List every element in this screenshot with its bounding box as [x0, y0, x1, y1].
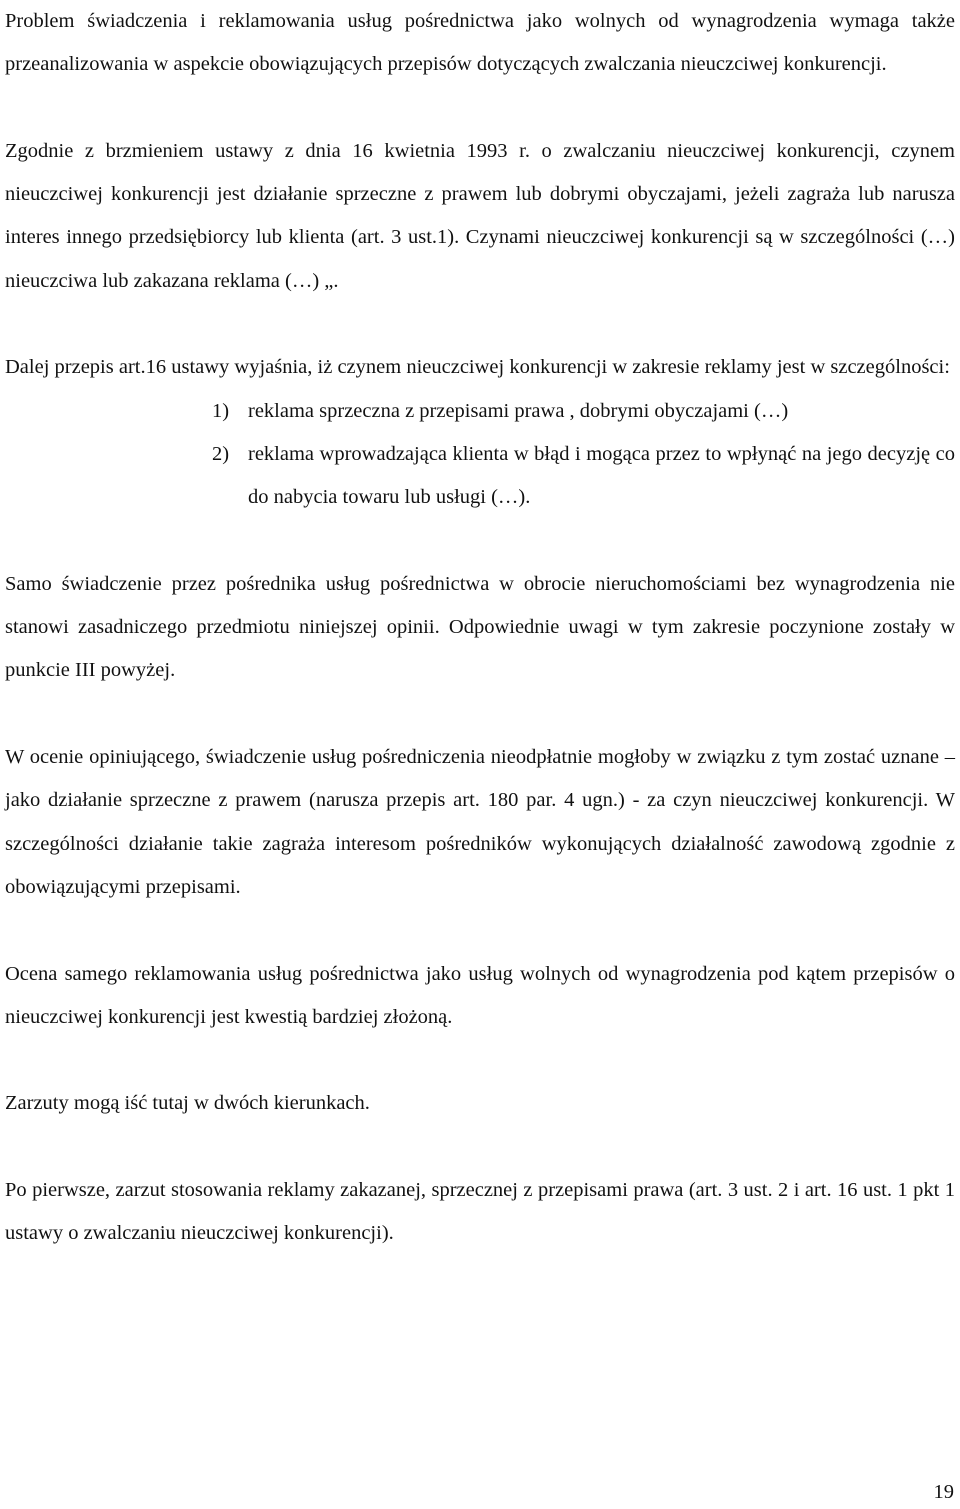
paragraph-directions: Zarzuty mogą iść tutaj w dwóch kierunkach.: [5, 1092, 370, 1115]
document-page: [5, 0, 955, 1256]
list-item-number: 2): [212, 442, 230, 465]
paragraph-statute-definition: Zgodnie z brzmieniem ustawy z dnia 16 kwietnia 1993 r. o zwalczaniu nieuczciwej konkurencji, czynem nieuczciwej konkurencji jest działanie sprzeczne z prawem lub dobrymi obyczajami, jeżeli zagraża lub narusza interes innego przedsiębiorcy lub klienta (art. 3 ust.1). Czynami nieuczciwej konkurencji są w szczególności (…) nieuczciwa lub zakazana reklama (…) „.: [5, 139, 955, 292]
paragraph-spacer: [5, 1039, 955, 1082]
paragraph-assessment: Ocena samego reklamowania usług pośrednictwa jako usług wolnych od wynagrodzenia pod kątem przepisów o nieuczciwej konkurencji jest kwestią bardziej złożoną.: [5, 962, 955, 1028]
paragraph-spacer: [5, 520, 955, 563]
paragraph-problem: Problem świadczenia i reklamowania usług pośrednictwa jako wolnych od wynagrodzenia wymaga także przeanalizowania w aspekcie obowiązujących przepisów dotyczących zwalczania nieuczciwej konkurencji.: [5, 10, 955, 76]
paragraph-free-services: Samo świadczenie przez pośrednika usług pośrednictwa w obrocie nieruchomościami bez wynagrodzenia nie stanowi zasadniczego przedmiotu niniejszej opinii. Odpowiednie uwagi w tym zakresie poczynione zostały w punkcie III powyżej.: [5, 572, 955, 682]
paragraph-opinion: W ocenie opiniującego, świadczenie usług pośredniczenia nieodpłatnie mogłoby w związku z tym zostać uznane – jako działanie sprzeczne z prawem (narusza przepis art. 180 par. 4 ugn.) - za czyn nieuczciwej konkurencji. W szczególności działanie takie zagraża interesom pośredników wykonujących działalność zawodową zgodnie z obowiązującymi przepisami.: [5, 746, 955, 898]
paragraph-spacer: [5, 303, 955, 346]
paragraph-spacer: [5, 87, 955, 130]
paragraph-article-16: Dalej przepis art.16 ustawy wyjaśnia, iż czynem nieuczciwej konkurencji w zakresie reklamy jest w szczególności:: [5, 356, 950, 379]
list-item: [5, 390, 955, 433]
list-item: [5, 433, 955, 520]
paragraph-spacer: [5, 1126, 955, 1169]
list-item-text: reklama wprowadzająca klienta w błąd i mogąca przez to wpłynąć na jego decyzję co do nabycia towaru lub usługi (…).: [248, 442, 955, 509]
paragraph-spacer: [5, 693, 955, 736]
list-item-number: 1): [212, 399, 230, 422]
paragraph-first-charge: Po pierwsze, zarzut stosowania reklamy zakazanej, sprzecznej z przepisami prawa (art. 3 ust. 2 i art. 16 ust. 1 pkt 1 ustawy o zwalczaniu nieuczciwej konkurencji).: [5, 1179, 955, 1245]
page-number: 19: [933, 1481, 954, 1503]
list-item-text: reklama sprzeczna z przepisami prawa , dobrymi obyczajami (…): [248, 399, 789, 422]
paragraph-spacer: [5, 909, 955, 952]
advertising-list: [5, 390, 955, 520]
